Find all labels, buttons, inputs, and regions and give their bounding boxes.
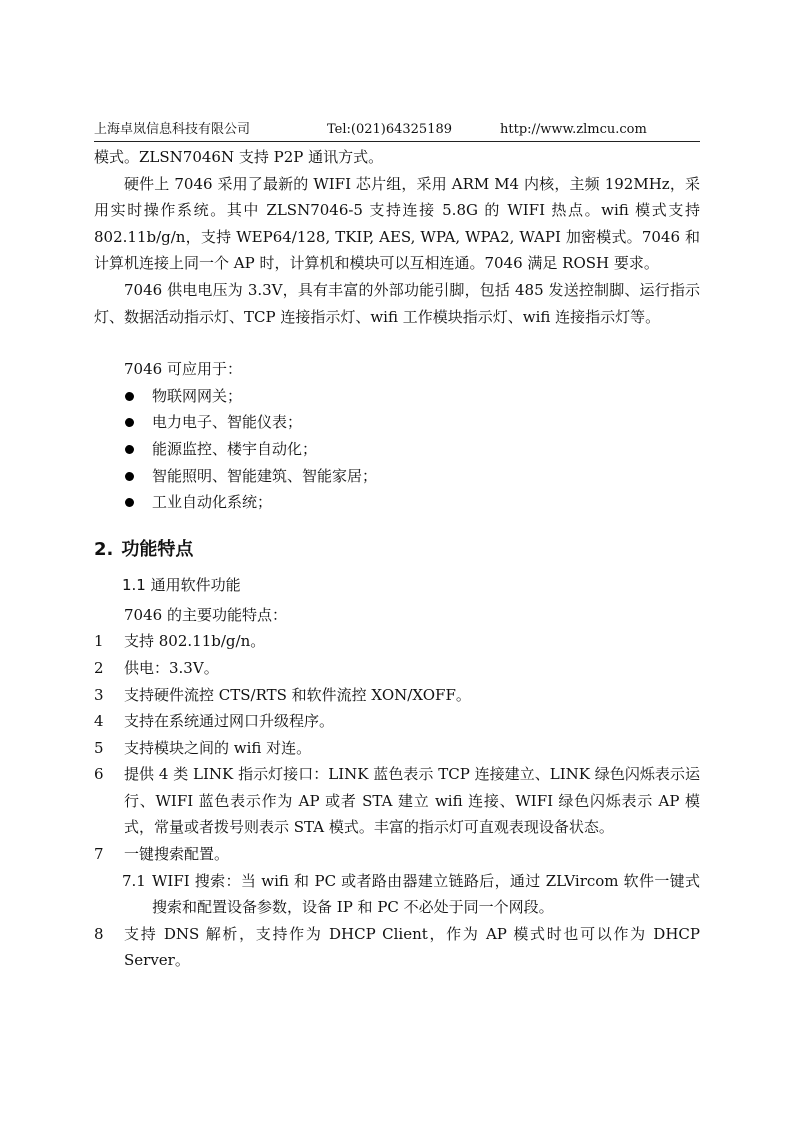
features-intro: 7046 的主要功能特点： bbox=[124, 605, 287, 624]
list-item: 3 支持硬件流控 CTS/RTS 和软件流控 XON/XOFF。 bbox=[94, 685, 471, 704]
list-item: 5 支持模块之间的 wifi 对连。 bbox=[94, 738, 312, 757]
bullet-icon bbox=[125, 498, 134, 507]
list-item: 6 提供 4 类 LINK 指示灯接口：LINK 蓝色表示 TCP 连接建立、LINK 绿色闪烁表示运行、WIFI 蓝色表示作为 AP 或者 STA 建立 wifi 连接、WIFI 绿色闪烁表示 AP 模式，常量或者拨号则表示 STA 模式。丰富的指示灯可直观表现设备状态。 bbox=[94, 765, 700, 837]
list-item: 1 支持 802.11b/g/n。 bbox=[94, 632, 266, 651]
header-url: http://www.zlmcu.com bbox=[500, 122, 647, 137]
list-item: 8 支持 DNS 解析，支持作为 DHCP Client，作为 AP 模式时也可以作为 DHCP Server。 bbox=[94, 924, 700, 970]
section-number: 2. bbox=[94, 538, 114, 560]
list-item: 4 支持在系统通过网口升级程序。 bbox=[94, 712, 335, 731]
list-item: 7 一键搜索配置。 bbox=[94, 845, 230, 864]
header-company: 上海卓岚信息科技有限公司 bbox=[94, 122, 251, 137]
list-item: 物联网网关； bbox=[94, 383, 700, 410]
list-item: 2 供电：3.3V。 bbox=[94, 658, 219, 677]
paragraph-hardware: 硬件上 7046 采用了最新的 WIFI 芯片组，采用 ARM M4 内核，主频 192MHz，采用实时操作系统。其中 ZLSN7046-5 支持连接 5.8G 的 WIFI 热点。wifi 模式支持 802.11b/g/n，支持 WEP64/128, TKIP, AES, WPA, WPA2, WAPI 加密模式。7046 和计算机连接上同一个 AP 时，计算机和模块可以互相连通。7046 满足 ROSH 要求。 bbox=[94, 174, 700, 273]
bullet-icon bbox=[125, 472, 134, 481]
document-body bbox=[94, 144, 700, 974]
bullet-icon bbox=[125, 445, 134, 454]
section-title: 功能特点 bbox=[121, 538, 194, 560]
bullet-icon bbox=[125, 418, 134, 427]
page-header bbox=[94, 121, 700, 142]
paragraph-continuation: 模式。ZLSN7046N 支持 P2P 通讯方式。 bbox=[94, 148, 384, 166]
list-item: 能源监控、楼宇自动化； bbox=[94, 436, 700, 463]
bullet-icon bbox=[125, 392, 134, 401]
list-item: 智能照明、智能建筑、智能家居； bbox=[94, 463, 700, 490]
applications-intro: 7046 可应用于： bbox=[124, 360, 242, 379]
spacer bbox=[94, 330, 700, 356]
section-heading bbox=[94, 536, 700, 564]
subsection-heading: 1.1 通用软件功能 bbox=[122, 575, 241, 594]
applications-list bbox=[94, 383, 700, 516]
header-tel: Tel:(021)64325189 bbox=[327, 122, 453, 137]
list-item: 7.1 WIFI 搜索：当 wifi 和 PC 或者路由器建立链路后，通过 ZLVircom 软件一键式搜索和配置设备参数，设备 IP 和 PC 不必处于同一个网段。 bbox=[122, 871, 700, 917]
paragraph-power: 7046 供电电压为 3.3V，具有丰富的外部功能引脚，包括 485 发送控制脚、运行指示灯、数据活动指示灯、TCP 连接指示灯、wifi 工作模块指示灯、wifi 连接指示灯等。 bbox=[94, 280, 700, 326]
list-item: 电力电子、智能仪表； bbox=[94, 409, 700, 436]
features-list bbox=[94, 628, 700, 974]
list-item: 工业自动化系统； bbox=[94, 489, 700, 516]
